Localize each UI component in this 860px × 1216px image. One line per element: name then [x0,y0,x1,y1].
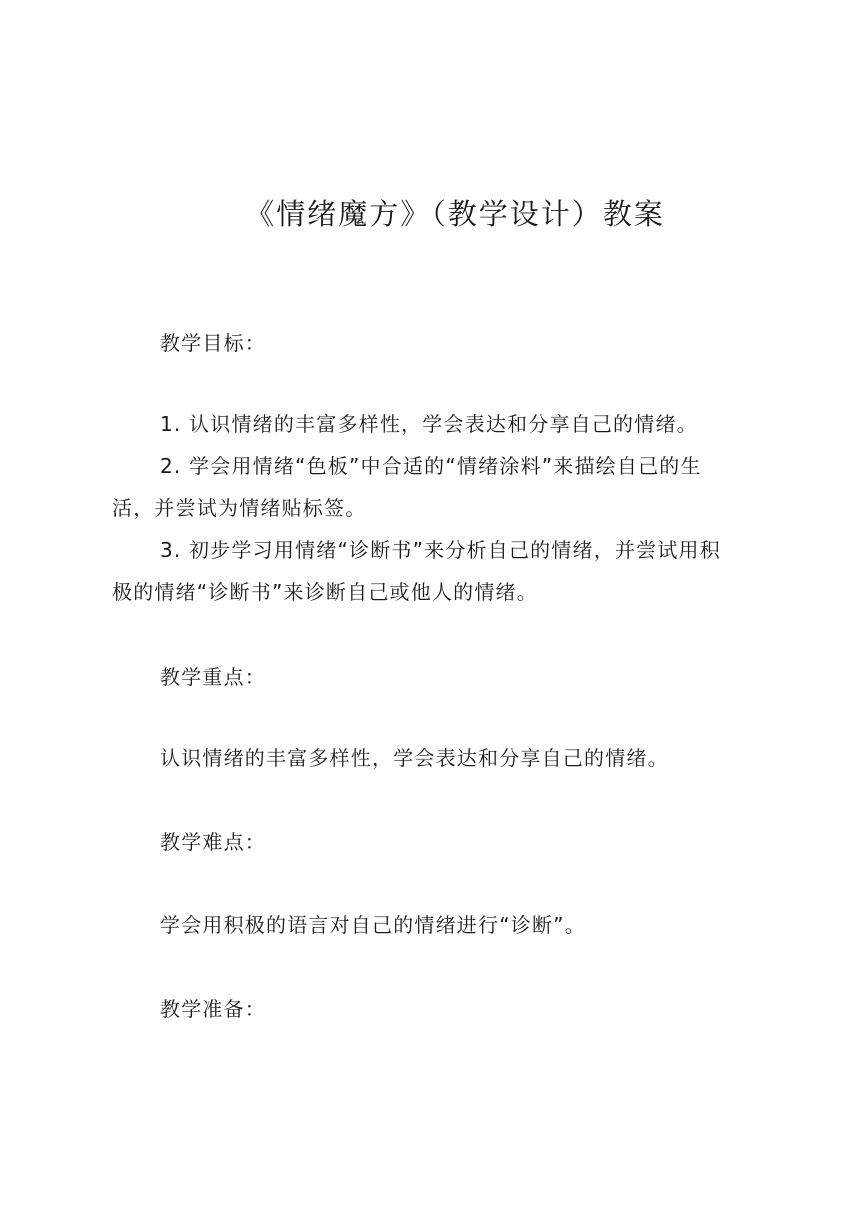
difficulty-heading: 教学难点： [160,830,266,854]
goals-list [112,403,732,613]
document-title: 《情绪魔方》（教学设计）教案 [245,197,665,231]
goals-heading: 教学目标： [160,331,266,355]
focus-text: 认识情绪的丰富多样性，学会表达和分享自己的情绪。 [160,746,669,770]
focus-heading: 教学重点： [160,665,266,689]
preparation-heading: 教学准备： [160,997,266,1021]
difficulty-text: 学会用积极的语言对自己的情绪进行“诊断”。 [160,913,586,937]
goal-item-2: 2. 学会用情绪“色板”中合适的“情绪涂料”来描绘自己的生活，并尝试为情绪贴标签。 [112,454,702,520]
goal-item-3: 3. 初步学习用情绪“诊断书”来分析自己的情绪，并尝试用积极的情绪“诊断书”来诊断自己或他人的情绪。 [112,538,721,604]
goal-item-1: 1. 认识情绪的丰富多样性，学会表达和分享自己的情绪。 [160,412,698,436]
